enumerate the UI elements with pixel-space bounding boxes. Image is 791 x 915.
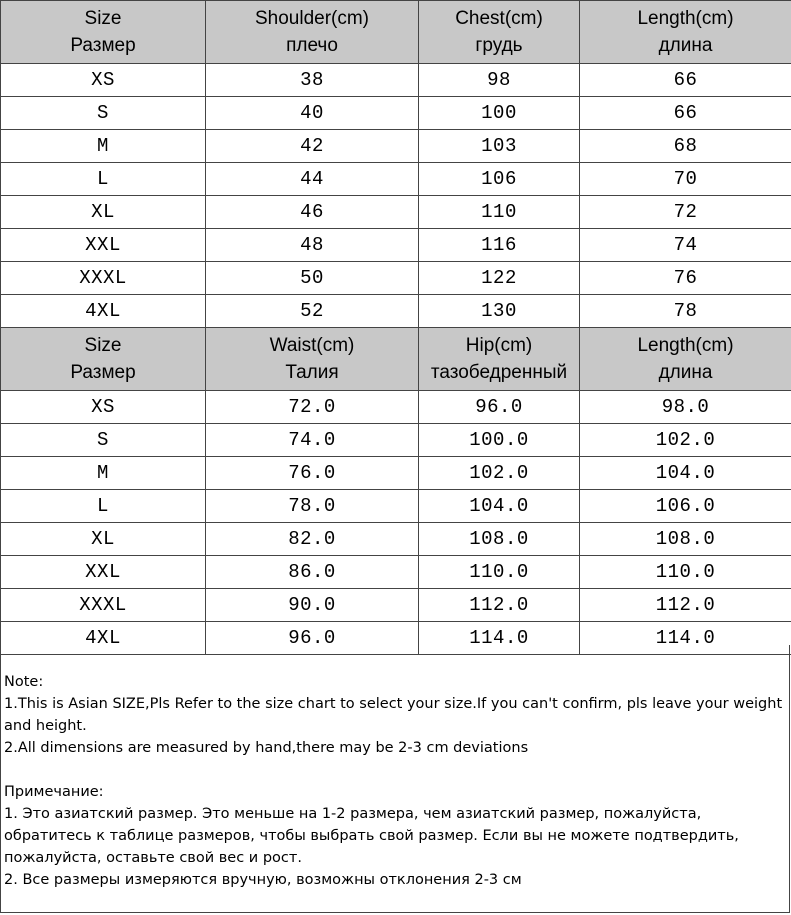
table-cell: L	[1, 490, 206, 523]
table-cell: S	[1, 424, 206, 457]
table-row	[1, 97, 791, 130]
table-cell: XS	[1, 64, 206, 97]
table-cell: 108.0	[580, 523, 791, 556]
table1-header-cell	[580, 1, 791, 64]
table-cell: XL	[1, 196, 206, 229]
note-ru-2: 2. Все размеры измеряются вручную, возможны отклонения 2-3 см	[4, 872, 522, 888]
header-label-en: Size	[84, 335, 122, 356]
table-row	[1, 262, 791, 295]
table-cell: 86.0	[206, 556, 419, 589]
table-cell: 52	[206, 295, 419, 328]
table-cell: 44	[206, 163, 419, 196]
header-label-ru: тазобедренный	[430, 362, 568, 383]
table-cell: 106	[419, 163, 580, 196]
header-label-ru: Талия	[285, 362, 339, 383]
note-title-en: Note:	[4, 674, 44, 690]
table2-header-cell	[419, 328, 580, 391]
table-cell: 4XL	[1, 295, 206, 328]
table-cell: 98.0	[580, 391, 791, 424]
table-cell: XL	[1, 523, 206, 556]
notes-section	[0, 645, 790, 913]
header-label-ru: Размер	[70, 35, 136, 56]
table-row	[1, 589, 791, 622]
table-row	[1, 457, 791, 490]
table-cell: 42	[206, 130, 419, 163]
header-label-en: Length(cm)	[637, 335, 734, 356]
table-cell: 96.0	[206, 622, 419, 655]
table1-header-row	[1, 1, 791, 64]
header-label-en: Size	[84, 8, 122, 29]
table-cell: 110	[419, 196, 580, 229]
table-cell: 98	[419, 64, 580, 97]
table-cell: 104.0	[419, 490, 580, 523]
header-label-ru: длина	[658, 362, 713, 383]
table-cell: 110.0	[580, 556, 791, 589]
table-cell: XXL	[1, 229, 206, 262]
table-row	[1, 229, 791, 262]
table-cell: 112.0	[580, 589, 791, 622]
notes-spacer	[4, 759, 789, 781]
table2-header-cell	[206, 328, 419, 391]
table-cell: 108.0	[419, 523, 580, 556]
table-cell: 76.0	[206, 457, 419, 490]
table-cell: 102.0	[419, 457, 580, 490]
table-row	[1, 196, 791, 229]
header-label-ru: Размер	[70, 362, 136, 383]
table-cell: 46	[206, 196, 419, 229]
header-label-en: Shoulder(cm)	[254, 8, 370, 29]
table-row	[1, 424, 791, 457]
header-label-ru: плечо	[286, 35, 338, 56]
note-en-1: 1.This is Asian SIZE,Pls Refer to the size chart to select your size.If you can't confirm, pls leave your weight and height.	[4, 696, 783, 734]
table-cell: 116	[419, 229, 580, 262]
table-cell: 112.0	[419, 589, 580, 622]
table-cell: 106.0	[580, 490, 791, 523]
table-cell: 78.0	[206, 490, 419, 523]
table-cell: XXXL	[1, 589, 206, 622]
table-cell: L	[1, 163, 206, 196]
table-cell: 66	[580, 97, 791, 130]
table-cell: 90.0	[206, 589, 419, 622]
header-label-ru: длина	[658, 35, 713, 56]
table-cell: 100.0	[419, 424, 580, 457]
size-chart-body	[1, 1, 791, 655]
table-cell: M	[1, 457, 206, 490]
table-cell: 100	[419, 97, 580, 130]
table-cell: 82.0	[206, 523, 419, 556]
table2-header-cell	[1, 328, 206, 391]
table-cell: 103	[419, 130, 580, 163]
table-cell: 76	[580, 262, 791, 295]
table2-header-cell	[580, 328, 791, 391]
table-cell: 104.0	[580, 457, 791, 490]
header-label-ru: грудь	[475, 35, 523, 56]
note-ru-1: 1. Это азиатский размер. Это меньше на 1-2 размера, чем азиатский размер, пожалуйста, обратитесь к таблице размеров, чтобы выбрать свой размер. Если вы не можете подтвердить, пожалуйста, оставьте свой вес и рост.	[4, 806, 739, 866]
table-cell: 130	[419, 295, 580, 328]
table-row	[1, 130, 791, 163]
table-cell: XXXL	[1, 262, 206, 295]
table1-header-cell	[1, 1, 206, 64]
table-cell: 72.0	[206, 391, 419, 424]
table-cell: 78	[580, 295, 791, 328]
table-cell: 68	[580, 130, 791, 163]
table-cell: 74.0	[206, 424, 419, 457]
table-cell: 114.0	[580, 622, 791, 655]
table-row	[1, 490, 791, 523]
table-cell: 66	[580, 64, 791, 97]
table-cell: XS	[1, 391, 206, 424]
table1-header-cell	[419, 1, 580, 64]
table-row	[1, 556, 791, 589]
table2-header-row	[1, 328, 791, 391]
table-cell: 4XL	[1, 622, 206, 655]
table-cell: 102.0	[580, 424, 791, 457]
table1-header-cell	[206, 1, 419, 64]
table-cell: 70	[580, 163, 791, 196]
table-cell: 72	[580, 196, 791, 229]
header-label-en: Waist(cm)	[269, 335, 355, 356]
table-cell: 114.0	[419, 622, 580, 655]
table-cell: 48	[206, 229, 419, 262]
table-cell: 122	[419, 262, 580, 295]
header-label-en: Chest(cm)	[455, 8, 543, 29]
table-row	[1, 163, 791, 196]
table-cell: S	[1, 97, 206, 130]
table-cell: 38	[206, 64, 419, 97]
header-label-en: Hip(cm)	[465, 335, 533, 356]
note-title-ru: Примечание:	[4, 784, 104, 800]
table-row	[1, 523, 791, 556]
table-cell: 74	[580, 229, 791, 262]
table-row	[1, 64, 791, 97]
table-cell: 110.0	[419, 556, 580, 589]
table-row	[1, 295, 791, 328]
note-en-2: 2.All dimensions are measured by hand,there may be 2-3 cm deviations	[4, 740, 529, 756]
table-row	[1, 391, 791, 424]
table-cell: XXL	[1, 556, 206, 589]
table-cell: 40	[206, 97, 419, 130]
header-label-en: Length(cm)	[637, 8, 734, 29]
table-cell: 50	[206, 262, 419, 295]
table-cell: M	[1, 130, 206, 163]
table-cell: 96.0	[419, 391, 580, 424]
